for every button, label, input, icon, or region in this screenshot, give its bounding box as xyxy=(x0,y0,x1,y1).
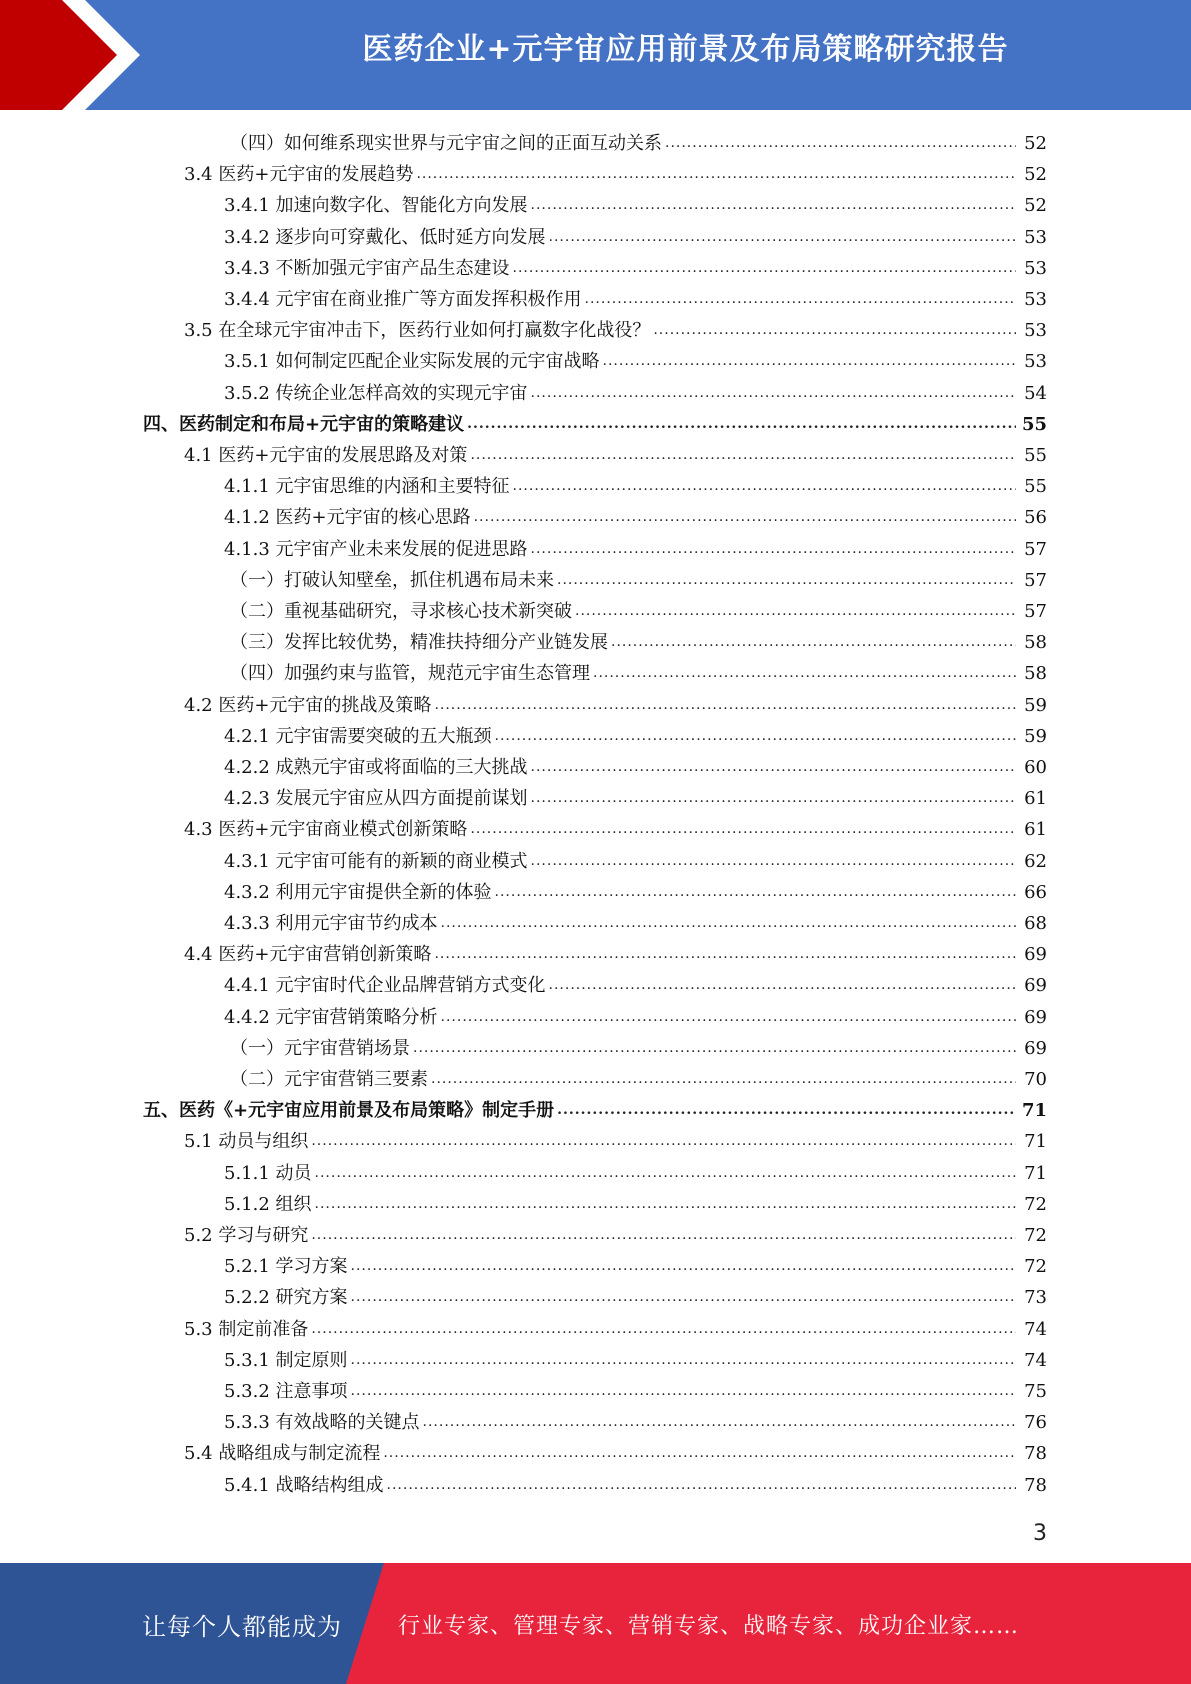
toc-entry-title: 5.4 战略组成与制定流程 xyxy=(184,1443,381,1465)
toc-entry[interactable] xyxy=(0,658,1191,689)
footer-slogan-left: 让每个人都能成为 xyxy=(142,1613,342,1641)
toc-entry-title: 4.2 医药+元宇宙的挑战及策略 xyxy=(184,694,432,716)
toc-entry[interactable] xyxy=(0,814,1191,845)
toc-entry[interactable] xyxy=(0,627,1191,658)
toc-entry-page: 62 xyxy=(1024,850,1047,872)
toc-entry[interactable] xyxy=(0,752,1191,783)
toc-entry-title: 4.3 医药+元宇宙商业模式创新策略 xyxy=(184,819,468,841)
toc-dot-leader xyxy=(441,1002,1016,1033)
toc-entry-page: 78 xyxy=(1024,1443,1047,1465)
toc-entry-page: 78 xyxy=(1024,1474,1047,1496)
toc-entry[interactable] xyxy=(0,1126,1191,1157)
toc-entry-title: 5.2.1 学习方案 xyxy=(224,1256,348,1278)
toc-entry-page: 59 xyxy=(1024,694,1047,716)
toc-dot-leader xyxy=(351,1282,1016,1313)
toc-entry[interactable] xyxy=(0,970,1191,1001)
toc-dot-leader xyxy=(311,1126,1016,1157)
toc-entry-page: 53 xyxy=(1024,257,1047,279)
toc-entry-title: 3.4.4 元宇宙在商业推广等方面发挥积极作用 xyxy=(224,289,582,310)
toc-entry[interactable] xyxy=(0,596,1191,627)
toc-entry-page: 66 xyxy=(1024,881,1047,903)
toc-entry[interactable] xyxy=(0,409,1191,440)
toc-entry-title: 5.3.2 注意事项 xyxy=(224,1381,348,1402)
toc-entry-title: 3.4 医药+元宇宙的发展趋势 xyxy=(184,164,414,186)
toc-entry[interactable] xyxy=(0,284,1191,315)
toc-entry-title: 5.1.1 动员 xyxy=(224,1162,312,1184)
toc-entry[interactable] xyxy=(0,690,1191,721)
toc-dot-leader xyxy=(470,814,1016,845)
toc-dot-leader xyxy=(495,721,1016,752)
toc-entry[interactable] xyxy=(0,783,1191,814)
toc-dot-leader xyxy=(531,846,1016,877)
toc-entry-title: 四、医药制定和布局+元宇宙的策略建议 xyxy=(143,413,465,435)
toc-entry[interactable] xyxy=(0,721,1191,752)
toc-entry-title: （一）元宇宙营销场景 xyxy=(230,1037,410,1059)
toc-entry-title: 五、医药《+元宇宙应用前景及布局策略》制定手册 xyxy=(143,1100,555,1122)
toc-entry-title: 5.3.3 有效战略的关键点 xyxy=(224,1412,420,1434)
toc-entry[interactable] xyxy=(0,877,1191,908)
toc-entry-title: 3.4.2 逐步向可穿戴化、低时延方向发展 xyxy=(224,226,546,248)
toc-dot-leader xyxy=(470,440,1016,471)
toc-dot-leader xyxy=(665,128,1016,159)
toc-dot-leader xyxy=(387,1470,1016,1501)
toc-entry-page: 54 xyxy=(1024,382,1047,404)
toc-entry[interactable] xyxy=(0,1470,1191,1501)
toc-dot-leader xyxy=(311,1314,1016,1345)
toc-entry[interactable] xyxy=(0,253,1191,284)
toc-entry-page: 74 xyxy=(1024,1318,1047,1340)
toc-entry-page: 53 xyxy=(1024,320,1047,342)
toc-entry[interactable] xyxy=(0,1345,1191,1376)
toc-entry-title: 5.4.1 战略结构组成 xyxy=(224,1474,384,1496)
toc-entry-page: 57 xyxy=(1024,538,1047,560)
toc-entry[interactable] xyxy=(0,190,1191,221)
toc-entry[interactable] xyxy=(0,1220,1191,1251)
toc-entry[interactable] xyxy=(0,440,1191,471)
toc-entry-page: 59 xyxy=(1024,725,1047,747)
toc-entry[interactable] xyxy=(0,1033,1191,1064)
toc-entry-page: 74 xyxy=(1024,1349,1047,1371)
toc-dot-leader xyxy=(531,783,1016,814)
toc-dot-leader xyxy=(585,284,1016,315)
toc-entry[interactable] xyxy=(0,1438,1191,1469)
page-footer xyxy=(0,1563,1191,1684)
toc-dot-leader xyxy=(315,1189,1016,1220)
toc-entry[interactable] xyxy=(0,159,1191,190)
toc-dot-leader xyxy=(441,908,1016,939)
toc-dot-leader xyxy=(513,471,1016,502)
toc-entry-page: 57 xyxy=(1024,569,1047,591)
toc-entry[interactable] xyxy=(0,1002,1191,1033)
toc-entry-title: 4.1.2 医药+元宇宙的核心思路 xyxy=(224,507,471,529)
toc-entry-page: 61 xyxy=(1024,788,1047,810)
toc-entry-title: 4.3.3 利用元宇宙节约成本 xyxy=(224,913,438,934)
toc-entry-title: 5.3 制定前准备 xyxy=(184,1318,309,1340)
toc-entry-title: 3.5 在全球元宇宙冲击下，医药行业如何打赢数字化战役？ xyxy=(184,320,651,342)
toc-entry[interactable] xyxy=(0,1064,1191,1095)
toc-dot-leader xyxy=(531,378,1016,409)
toc-entry-page: 53 xyxy=(1024,351,1047,373)
red-chevron-decoration xyxy=(0,0,150,110)
toc-dot-leader xyxy=(351,1376,1016,1407)
toc-entry-title: 5.1.2 组织 xyxy=(224,1193,312,1215)
toc-entry[interactable] xyxy=(0,1282,1191,1313)
toc-entry-title: 4.2.2 成熟元宇宙或将面临的三大挑战 xyxy=(224,757,528,778)
toc-dot-leader xyxy=(315,1158,1016,1189)
toc-entry-title: 4.1 医药+元宇宙的发展思路及对策 xyxy=(184,445,468,466)
toc-dot-leader xyxy=(431,1064,1016,1095)
toc-entry-page: 52 xyxy=(1024,164,1047,186)
toc-entry-title: 4.4 医药+元宇宙营销创新策略 xyxy=(184,944,432,966)
toc-entry-title: 5.1 动员与组织 xyxy=(184,1131,309,1153)
toc-dot-leader xyxy=(383,1438,1016,1469)
toc-entry-title: 3.5.1 如何制定匹配企业实际发展的元宇宙战略 xyxy=(224,351,600,373)
page-header xyxy=(0,0,1191,110)
toc-dot-leader xyxy=(653,315,1016,346)
toc-dot-leader xyxy=(495,877,1016,908)
toc-entry-page: 72 xyxy=(1024,1193,1047,1215)
toc-dot-leader xyxy=(531,752,1016,783)
toc-dot-leader xyxy=(351,1251,1016,1282)
toc-entry-page: 55 xyxy=(1024,476,1047,498)
toc-entry-title: 4.4.1 元宇宙时代企业品牌营销方式变化 xyxy=(224,975,546,997)
toc-entry-title: 4.3.1 元宇宙可能有的新颖的商业模式 xyxy=(224,850,528,872)
toc-dot-leader xyxy=(311,1220,1016,1251)
toc-dot-leader xyxy=(474,502,1016,533)
report-title: 医药企业+元宇宙应用前景及布局策略研究报告 xyxy=(362,32,1009,67)
toc-dot-leader xyxy=(603,346,1016,377)
toc-entry[interactable] xyxy=(0,1376,1191,1407)
footer-slogan-right: 行业专家、管理专家、营销专家、战略专家、成功企业家…… xyxy=(398,1614,1020,1639)
toc-dot-leader xyxy=(423,1407,1016,1438)
toc-entry-page: 71 xyxy=(1024,1131,1047,1153)
toc-entry[interactable] xyxy=(0,534,1191,565)
toc-entry-page: 75 xyxy=(1024,1381,1047,1402)
toc-entry[interactable] xyxy=(0,1407,1191,1438)
toc-dot-leader xyxy=(434,690,1016,721)
toc-entry[interactable] xyxy=(0,315,1191,346)
toc-entry[interactable] xyxy=(0,128,1191,159)
toc-dot-leader xyxy=(531,534,1016,565)
toc-entry-title: 4.3.2 利用元宇宙提供全新的体验 xyxy=(224,881,492,903)
toc-entry[interactable] xyxy=(0,1095,1191,1126)
toc-dot-leader xyxy=(575,596,1016,627)
toc-dot-leader xyxy=(413,1033,1016,1064)
toc-entry-page: 61 xyxy=(1024,819,1047,841)
toc-entry-title: 5.2 学习与研究 xyxy=(184,1225,309,1246)
toc-dot-leader xyxy=(557,565,1016,596)
toc-entry-page: 69 xyxy=(1024,975,1047,997)
toc-entry-page: 58 xyxy=(1024,663,1047,685)
toc-dot-leader xyxy=(593,658,1016,689)
toc-entry[interactable] xyxy=(0,565,1191,596)
toc-entry-page: 55 xyxy=(1021,413,1047,435)
toc-entry-title: 5.3.1 制定原则 xyxy=(224,1349,348,1371)
toc-dot-leader xyxy=(611,627,1016,658)
toc-entry-page: 56 xyxy=(1024,507,1047,529)
toc-entry-page: 69 xyxy=(1024,944,1047,966)
toc-entry-title: （一）打破认知壁垒，抓住机遇布局未来 xyxy=(230,569,554,591)
toc-dot-leader xyxy=(513,253,1016,284)
toc-entry-page: 57 xyxy=(1024,601,1047,622)
toc-entry-title: 4.1.1 元宇宙思维的内涵和主要特征 xyxy=(224,476,510,498)
toc-entry-page: 72 xyxy=(1024,1225,1047,1246)
page-number: 3 xyxy=(1033,1521,1047,1546)
toc-entry-title: （四）如何维系现实世界与元宇宙之间的正面互动关系 xyxy=(230,133,662,154)
toc-entry-page: 52 xyxy=(1024,195,1047,217)
toc-entry-page: 55 xyxy=(1024,445,1047,466)
toc-entry-title: （四）加强约束与监管，规范元宇宙生态管理 xyxy=(230,663,590,685)
toc-entry-title: 4.4.2 元宇宙营销策略分析 xyxy=(224,1006,438,1028)
toc-entry[interactable] xyxy=(0,1158,1191,1189)
toc-entry-title: 4.1.3 元宇宙产业未来发展的促进思路 xyxy=(224,538,528,560)
toc-entry[interactable] xyxy=(0,908,1191,939)
toc-entry[interactable] xyxy=(0,1189,1191,1220)
toc-entry-title: 4.2.3 发展元宇宙应从四方面提前谋划 xyxy=(224,788,528,810)
toc-entry-page: 52 xyxy=(1024,133,1047,154)
toc-entry-title: 4.2.1 元宇宙需要突破的五大瓶颈 xyxy=(224,725,492,747)
toc-entry-page: 71 xyxy=(1021,1100,1047,1122)
toc-dot-leader xyxy=(557,1095,1016,1126)
toc-entry-page: 68 xyxy=(1024,913,1047,934)
toc-entry-title: 3.4.3 不断加强元宇宙产品生态建设 xyxy=(224,257,510,279)
toc-dot-leader xyxy=(416,159,1016,190)
toc-dot-leader xyxy=(434,939,1016,970)
toc-dot-leader xyxy=(549,222,1016,253)
toc-entry-page: 60 xyxy=(1024,757,1047,778)
toc-entry[interactable] xyxy=(0,1314,1191,1345)
toc-entry-title: 5.2.2 研究方案 xyxy=(224,1287,348,1309)
toc-entry[interactable] xyxy=(0,222,1191,253)
toc-entry[interactable] xyxy=(0,1251,1191,1282)
toc-entry-page: 58 xyxy=(1024,632,1047,654)
toc-dot-leader xyxy=(531,190,1016,221)
toc-dot-leader xyxy=(467,409,1016,440)
toc-entry-page: 72 xyxy=(1024,1256,1047,1278)
toc-entry-title: 3.5.2 传统企业怎样高效的实现元宇宙 xyxy=(224,382,528,404)
toc-entry-page: 69 xyxy=(1024,1037,1047,1059)
toc-entry-page: 76 xyxy=(1024,1412,1047,1434)
toc-entry[interactable] xyxy=(0,471,1191,502)
toc-entry-title: （二）重视基础研究，寻求核心技术新突破 xyxy=(230,601,572,622)
toc-entry[interactable] xyxy=(0,846,1191,877)
toc-entry-page: 70 xyxy=(1024,1069,1047,1090)
toc-entry-title: （三）发挥比较优势，精准扶持细分产业链发展 xyxy=(230,632,608,654)
toc-entry-page: 69 xyxy=(1024,1006,1047,1028)
toc-entry[interactable] xyxy=(0,502,1191,533)
toc-entry-page: 71 xyxy=(1024,1162,1047,1184)
toc-entry[interactable] xyxy=(0,346,1191,377)
toc-dot-leader xyxy=(549,970,1016,1001)
toc-entry-title: 3.4.1 加速向数字化、智能化方向发展 xyxy=(224,195,528,217)
toc-entry-title: （二）元宇宙营销三要素 xyxy=(230,1069,428,1090)
toc-dot-leader xyxy=(351,1345,1016,1376)
toc-entry[interactable] xyxy=(0,939,1191,970)
toc-entry-page: 53 xyxy=(1024,289,1047,310)
toc-entry[interactable] xyxy=(0,378,1191,409)
toc-entry-page: 53 xyxy=(1024,226,1047,248)
toc-entry-page: 73 xyxy=(1024,1287,1047,1309)
